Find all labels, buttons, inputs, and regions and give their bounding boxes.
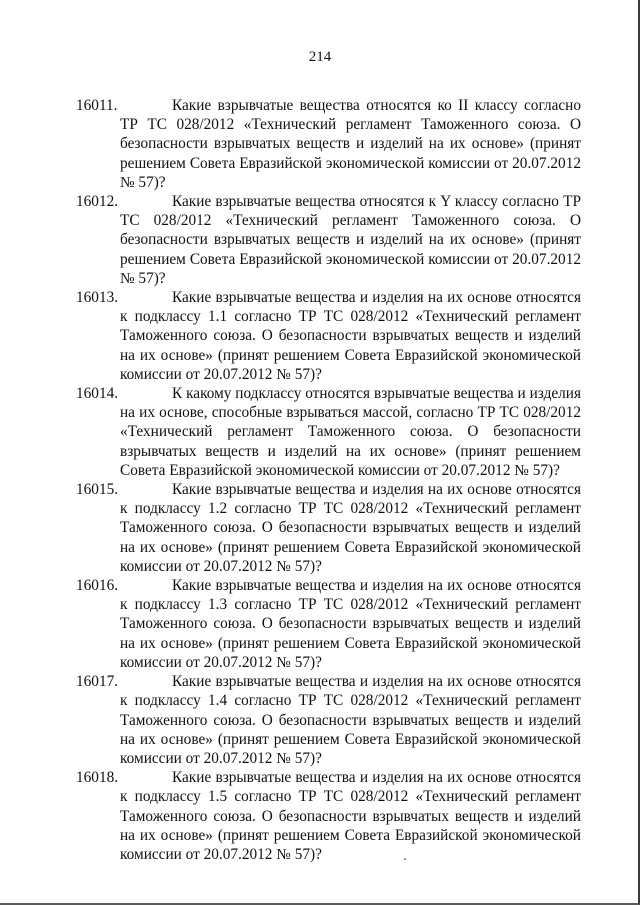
question-text: Какие взрывчатые вещества относятся ко II классу согласно ТР ТС 028/2012 «Технический регламент Таможенного союза. О безопасности взрывчатых веществ и изделий на их основе» (принят решением Совета Евразийской экономической комиссии от 20.07.2012 № 57)?: [120, 97, 581, 191]
question-item: [76, 384, 581, 480]
question-text: Какие взрывчатые вещества и изделия на их основе относятся к подклассу 1.2 согласно ТР ТС 028/2012 «Технический регламент Таможенного союза. О безопасности взрывчатых веществ и изделий на их основе» (принят решением Совета Евразийской экономической комиссии от 20.07.2012 № 57)?: [120, 481, 581, 575]
question-item: [76, 672, 581, 768]
question-number: 16011.: [76, 97, 118, 114]
question-item: [76, 576, 581, 672]
question-text: Какие взрывчатые вещества и изделия на их основе относятся к подклассу 1.5 согласно ТР ТС 028/2012 «Технический регламент Таможенного союза. О безопасности взрывчатых веществ и изделий на их основе» (принят решением Совета Евразийской экономической комиссии от 20.07.2012 № 57)?: [120, 769, 581, 863]
question-number: 16012.: [76, 193, 119, 211]
question-number: 16018.: [76, 769, 119, 787]
question-text: Какие взрывчатые вещества и изделия на их основе относятся к подклассу 1.3 согласно ТР ТС 028/2012 «Технический регламент Таможенного союза. О безопасности взрывчатых веществ и изделий на их основе» (принят решением Совета Евразийской экономической комиссии от 20.07.2012 № 57)?: [120, 577, 581, 671]
question-item: [76, 96, 581, 192]
question-text: Какие взрывчатые вещества и изделия на их основе относятся к подклассу 1.4 согласно ТР ТС 028/2012 «Технический регламент Таможенного союза. О безопасности взрывчатых веществ и изделий на их основе» (принят решением Совета Евразийской экономической комиссии от 20.07.2012 № 57)?: [120, 673, 581, 767]
question-item: [76, 288, 581, 384]
question-number: 16014.: [76, 385, 119, 403]
page-number: 214: [308, 49, 332, 65]
question-text: К какому подклассу относятся взрывчатые вещества и изделия на их основе, способные взрываться массой, согласно ТР ТС 028/2012 «Технический регламент Таможенного союза. О безопасности взрывчатых веществ и изделий на их основе» (принят решением Совета Евразийской экономической комиссии от 20.07.2012 № 57)?: [120, 385, 581, 479]
question-number: 16017.: [76, 673, 119, 691]
question-number: 16013.: [76, 289, 119, 307]
question-item: [76, 480, 581, 576]
question-text: Какие взрывчатые вещества и изделия на их основе относятся к подклассу 1.1 согласно ТР ТС 028/2012 «Технический регламент Таможенного союза. О безопасности взрывчатых веществ и изделий на их основе» (принят решением Совета Евразийской экономической комиссии от 20.07.2012 № 57)?: [120, 289, 581, 383]
question-number: 16016.: [76, 577, 119, 595]
scan-speck: [404, 858, 406, 860]
question-number: 16015.: [76, 481, 119, 499]
question-text: Какие взрывчатые вещества относятся к Y классу согласно ТР ТС 028/2012 «Технический регламент Таможенного союза. О безопасности взрывчатых веществ и изделий на их основе» (принят решением Совета Евразийской экономической комиссии от 20.07.2012 № 57)?: [120, 193, 581, 287]
question-item: [76, 768, 581, 864]
question-list: [76, 96, 581, 864]
question-item: [76, 192, 581, 288]
